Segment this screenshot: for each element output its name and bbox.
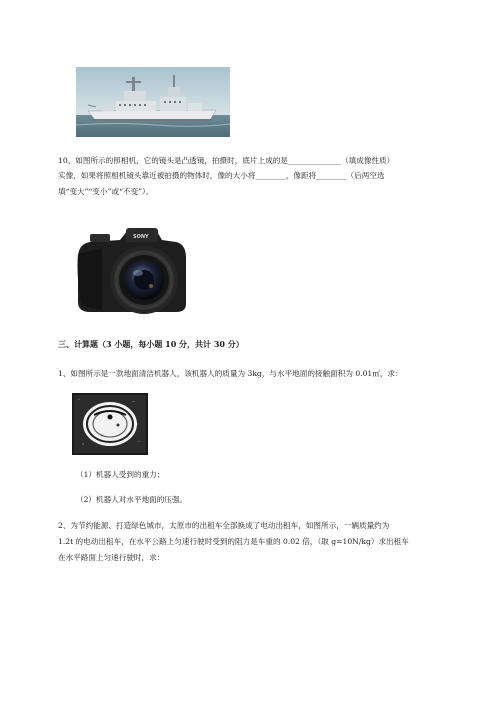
q10-line3: 填“变大”“变小”或“不变”）。: [58, 187, 154, 196]
q1-stem: 1、如图所示是一款地面清洁机器人，该机器人的质量为 3kg，与水平地面的接触面积为 0.01㎡，求：: [58, 369, 403, 378]
q2-line1: 2、为节约能源、打造绿色城市，太原市的出租车全部换成了电动出租车，如图所示，一辆质量约为: [58, 521, 390, 530]
ship-photo: [76, 67, 230, 137]
camera-photo: [72, 218, 192, 318]
q2-line3: 在水平路面上匀速行驶时，求：: [58, 553, 165, 562]
q10-line1: 10、如图所示的照相机，它的镜头是凸透镜，拍摄时，底片上成的是______________（填成像性质）: [58, 156, 395, 165]
q1-sub2: （2）机器人对水平地面的压强。: [76, 495, 188, 504]
q2-line2: 1.2t 的电动出租车，在水平公路上匀速行驶时受到的阻力是车重的 0.02 倍，（取 g=10N/kg）求出租车: [58, 537, 409, 546]
q1-sub1: （1）机器人受到的重力；: [76, 470, 165, 479]
section-heading: 三、计算题（3 小题，每小题 10 分，共计 30 分）: [58, 339, 244, 349]
camera-brand-text: SONY: [133, 234, 149, 240]
robot-photo: [72, 393, 148, 455]
q10-line2: 实像，如果将照相机镜头靠近被拍摄的物体时，像的大小将________，像距将________（后两空选: [58, 171, 385, 180]
